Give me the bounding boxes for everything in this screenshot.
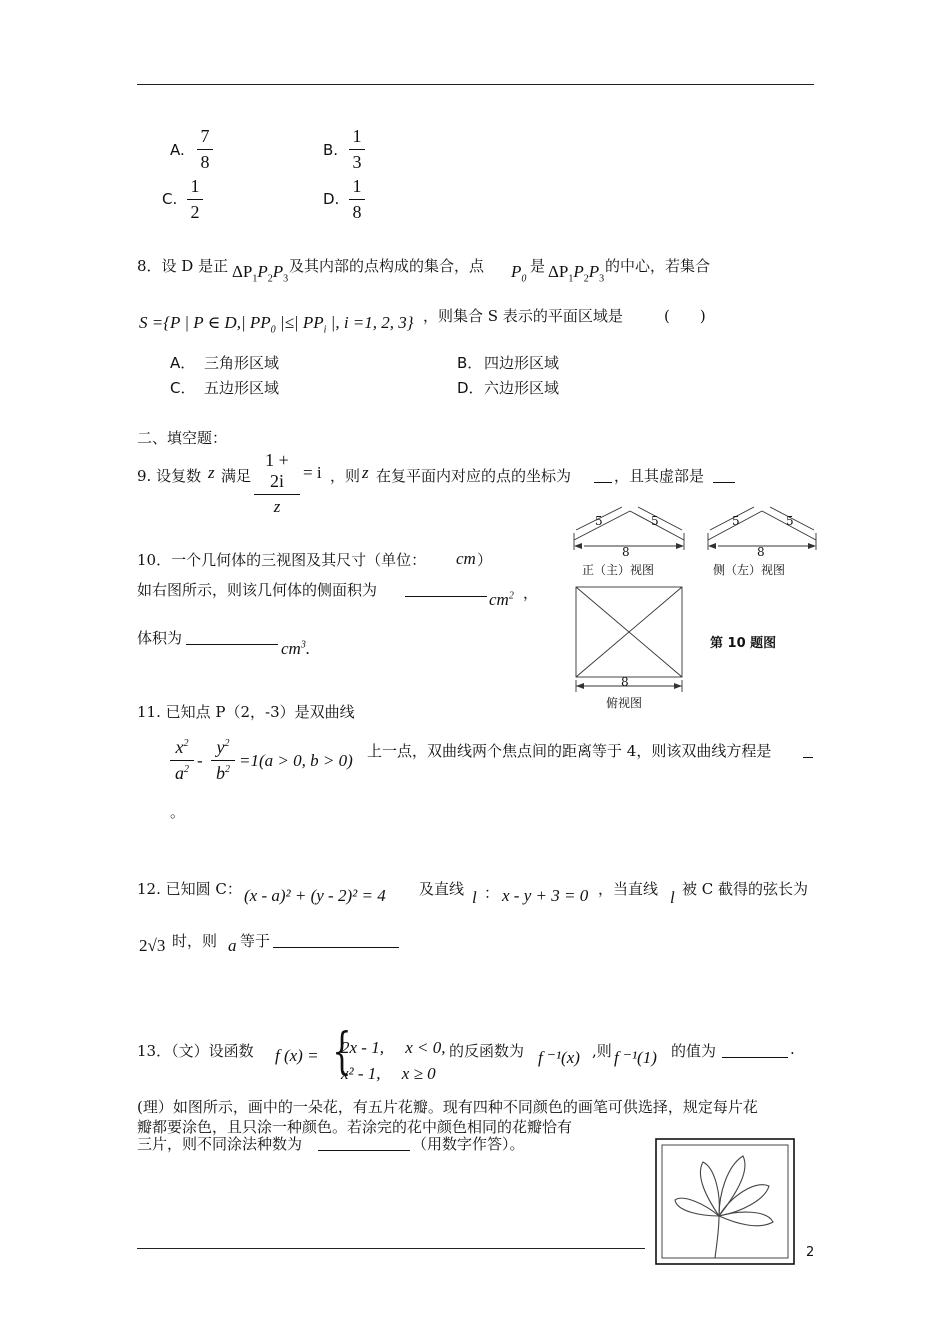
q12-tail2: 等于 (240, 932, 271, 950)
q10-dim-side-base: 8 (757, 545, 765, 559)
q12-mid2: ，当直线 (598, 880, 659, 898)
q7-option-a-letter: A. (170, 141, 185, 159)
q11-line1: 11. 已知点 P（2，-3）是双曲线 (137, 703, 355, 721)
q10-line2: 如右图所示，则该几何体的侧面积为 (137, 581, 378, 599)
q8-tail2: ，则集合 S 表示的平面区域是 (423, 307, 623, 325)
q11-fraction-x: $x^2$ $a^2$ (170, 737, 194, 784)
q8-option-d-text: 六边形区域 (484, 379, 560, 397)
q8-tail1: 的中心，若集合 (605, 257, 711, 275)
q10-line1: 10．一个几何体的三视图及其尺寸（单位： (137, 551, 427, 569)
q10-dim-side-left: 5 (732, 514, 740, 528)
q12-line-eq: x - y + 3 = 0 (502, 886, 589, 905)
q10-dim-front-right: 5 (651, 514, 659, 528)
q8-triangle: $\Delta P_1P_2P_3$ (232, 262, 289, 285)
q8-option-d-letter: D． (457, 379, 484, 397)
q10-dim-front-left: 5 (595, 514, 603, 528)
q10-figure-caption: 第 10 题图 (710, 636, 777, 651)
q9-eq: = i (303, 463, 322, 482)
q7-option-b-letter: B. (323, 141, 339, 159)
q12-prefix: 12. 已知圆 C： (137, 880, 242, 898)
q9-blank-2[interactable] (713, 465, 735, 483)
q11-fraction-y: $y^2$ $b^2$ (211, 737, 235, 784)
q13-period: . (790, 1040, 795, 1058)
q9-mid: 满足 (221, 467, 252, 485)
q8-option-c-text: 五边形区域 (204, 379, 280, 397)
q13-finv1: f ⁻¹(1) (614, 1048, 657, 1067)
q13-prefix: 13．（文）设函数 (137, 1042, 254, 1060)
q11-eq-rest: =1(a > 0, b > 0) (239, 751, 353, 770)
page-number: 2 (806, 1245, 815, 1260)
q12-tail: 被 C 截得的弦长为 (682, 880, 809, 898)
q8-option-b-letter: B． (457, 354, 483, 372)
q13-fx: f (x) = (275, 1046, 319, 1065)
q12-l2: l (670, 888, 675, 907)
q13-tail: 的值为 (671, 1042, 717, 1060)
q12-a: a (228, 936, 237, 955)
q13-finv: f ⁻¹(x) (538, 1048, 580, 1067)
q9-z2: z (362, 463, 369, 482)
q12-mid3: 时，则 (172, 932, 218, 950)
q7-option-c-fraction: 1 2 (187, 176, 203, 223)
q7-option-a-fraction: 7 8 (197, 126, 213, 173)
q10-blank-area[interactable] (405, 579, 487, 597)
q13-li-line3: 三片，则不同涂法种数为 (137, 1135, 303, 1153)
q10-close: ） (477, 551, 493, 569)
q13-mid: 的反函数为 (449, 1042, 525, 1060)
q10-blank-volume[interactable] (186, 627, 278, 645)
q13-li-line1: (理）如图所示，画中的一朵花，有五片花瓣。现有四种不同颜色的画笔可供选择，规定每片花 (137, 1098, 758, 1116)
q12-chord: 2√3 (139, 936, 166, 955)
q8-mid1: 及其内部的点构成的集合，点 (289, 257, 485, 275)
q12-blank[interactable] (273, 930, 399, 948)
q13-blank-li[interactable] (318, 1133, 410, 1151)
q10-unit2: $cm^2$ (489, 590, 514, 609)
q9-tail: ，且其虚部是 (614, 467, 705, 485)
q7-option-c-letter: C. (162, 190, 178, 208)
q10-unit: cm (456, 549, 476, 568)
q10-dim-front-base: 8 (622, 545, 630, 559)
q7-option-d-letter: D. (323, 190, 340, 208)
q11-tail: 上一点，双曲线两个焦点间的距离等于 4，则该双曲线方程是 (367, 742, 772, 760)
q9-blank-1[interactable] (594, 465, 612, 483)
q8-answer-paren: ( ) (664, 307, 706, 325)
q12-colon: ： (484, 884, 500, 902)
q8-set-expression: S ={P | P ∈ D,| $PP_0$ |≤| $PP_i$ |, i =1, 2, 3} (139, 313, 414, 336)
q10-top-view-label: 俯视图 (606, 696, 643, 710)
q10-unit3: $cm^3$. (281, 639, 311, 658)
q10-comma: ， (523, 584, 539, 602)
q12-l: l (472, 888, 477, 907)
q10-side-view-label: 侧（左）视图 (713, 563, 786, 577)
q8-option-a-text: 三角形区域 (204, 354, 280, 372)
q13-brace: { (332, 1022, 352, 1080)
q10-three-view-figure (560, 502, 830, 712)
q7-option-b-fraction: 1 3 (349, 126, 365, 173)
q8-triangle-2: $\Delta P_1P_2P_3$ (548, 262, 605, 285)
q13-case1: 2x - 1, x < 0, (341, 1038, 446, 1057)
q8-mid2: 是 (530, 257, 546, 275)
q11-end: 。 (170, 803, 186, 821)
q10-dim-top-base: 8 (621, 675, 629, 689)
q9-prefix: 9. 设复数 (137, 467, 202, 485)
q12-circle-eq: (x - a)² + (y - 2)² = 4 (244, 886, 386, 905)
q9-fraction: 1 + 2i z (254, 450, 300, 517)
q10-line3: 体积为 (137, 629, 183, 647)
q13-li-tail: （用数字作答）。 (412, 1135, 525, 1153)
q8-p0: $P_0$ (511, 262, 527, 285)
q9-mid3: 在复平面内对应的点的坐标为 (376, 467, 572, 485)
flower-picture (655, 1138, 795, 1266)
q13-li-line2: 瓣都要涂色，且只涂一种颜色。若涂完的花中颜色相同的花瓣恰有 (137, 1118, 573, 1136)
header-rule (137, 84, 814, 85)
q10-front-view-label: 正（主）视图 (582, 563, 655, 577)
q7-option-d-fraction: 1 8 (349, 176, 365, 223)
q8-option-c-letter: C． (170, 379, 196, 397)
q8-prefix: 8．设 D 是正 (137, 257, 229, 275)
q11-minus: - (197, 751, 203, 770)
q13-mid2: ,则 (592, 1042, 612, 1060)
footer-rule (137, 1248, 645, 1249)
q13-blank-wen[interactable] (722, 1040, 788, 1058)
q11-blank[interactable] (803, 740, 813, 758)
q12-mid: 及直线 (419, 880, 465, 898)
q8-option-a-letter: A． (170, 354, 196, 372)
q13-case2: x² - 1, x ≥ 0 (341, 1064, 436, 1083)
q10-dim-side-right: 5 (786, 514, 794, 528)
q9-z: z (208, 463, 215, 482)
q8-option-b-text: 四边形区域 (484, 354, 560, 372)
q9-mid2: ，则 (330, 467, 361, 485)
section-heading: 二、填空题： (137, 429, 228, 447)
